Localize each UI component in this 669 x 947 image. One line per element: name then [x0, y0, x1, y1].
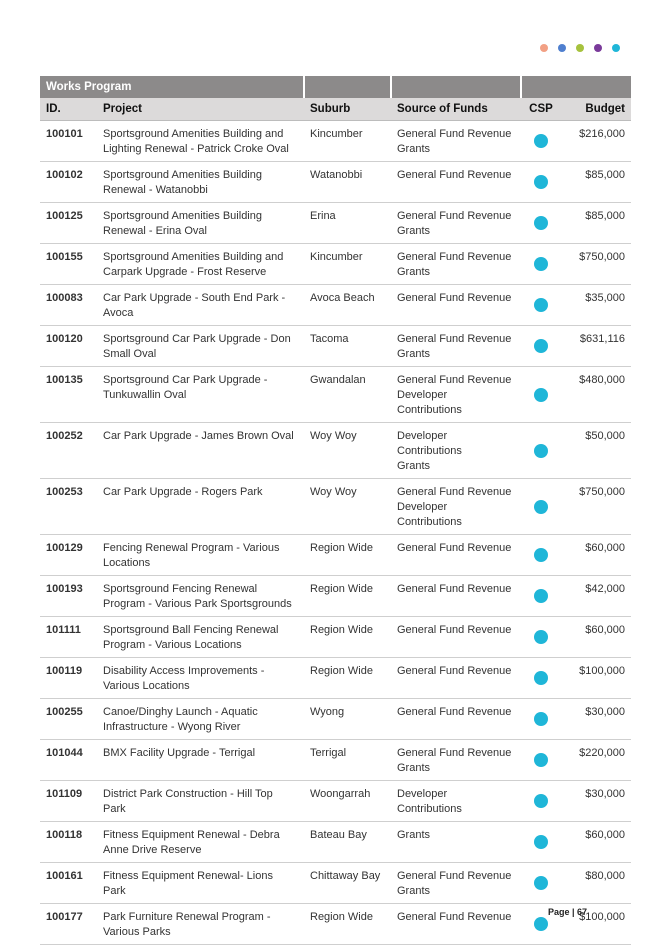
page-number: Page | 67 [548, 907, 588, 917]
cell-source-of-funds [391, 203, 521, 244]
cell-csp [521, 576, 561, 617]
csp-indicator-icon [534, 630, 548, 644]
cell-budget: $750,000 [561, 479, 631, 535]
cell-budget: $80,000 [561, 863, 631, 904]
fund-source: General Fund Revenue [397, 333, 512, 345]
cell-source-of-funds [391, 740, 521, 781]
cell-source-of-funds [391, 121, 521, 162]
cell-csp [521, 326, 561, 367]
fund-source: Developer [397, 788, 448, 800]
cell-csp [521, 121, 561, 162]
csp-indicator-icon [534, 257, 548, 271]
csp-indicator-icon [534, 134, 548, 148]
cell-id: 101109 [40, 781, 97, 822]
table-row [40, 822, 631, 863]
cell-csp [521, 699, 561, 740]
cell-id: 100193 [40, 576, 97, 617]
fund-source: General Fund Revenue [397, 486, 512, 498]
fund-source: General Fund Revenue [397, 583, 512, 595]
decorative-dot [612, 44, 620, 52]
csp-indicator-icon [534, 298, 548, 312]
cell-suburb: Watanobbi [304, 162, 391, 203]
cell-budget: $100,000 [561, 658, 631, 699]
cell-source-of-funds [391, 576, 521, 617]
cell-budget: $35,000 [561, 285, 631, 326]
cell-budget: $30,000 [561, 781, 631, 822]
cell-source-of-funds [391, 535, 521, 576]
cell-source-of-funds [391, 479, 521, 535]
cell-csp [521, 367, 561, 423]
table-row [40, 326, 631, 367]
fund-source: General Fund Revenue [397, 128, 512, 140]
cell-id: 100155 [40, 244, 97, 285]
fund-source: Contributions [397, 516, 462, 528]
cell-project: Sportsground Car Park Upgrade - Don Small Oval [97, 326, 304, 367]
fund-source: Grants [397, 348, 431, 360]
cell-source-of-funds [391, 863, 521, 904]
table-row [40, 740, 631, 781]
cell-project: Sportsground Car Park Upgrade - Tunkuwallin Oval [97, 367, 304, 423]
cell-budget: $85,000 [561, 203, 631, 244]
cell-id: 100120 [40, 326, 97, 367]
cell-suburb: Chittaway Bay [304, 863, 391, 904]
fund-source: General Fund Revenue [397, 911, 512, 923]
cell-id: 100125 [40, 203, 97, 244]
csp-indicator-icon [534, 753, 548, 767]
csp-indicator-icon [534, 339, 548, 353]
csp-indicator-icon [534, 216, 548, 230]
cell-id: 101044 [40, 740, 97, 781]
cell-csp [521, 617, 561, 658]
cell-id: 100161 [40, 863, 97, 904]
fund-source: Developer [397, 389, 448, 401]
fund-source: General Fund Revenue [397, 706, 512, 718]
cell-csp [521, 244, 561, 285]
decorative-dots [540, 44, 620, 52]
cell-csp [521, 740, 561, 781]
cell-project: Car Park Upgrade - South End Park - Avoca [97, 285, 304, 326]
cell-suburb: Region Wide [304, 658, 391, 699]
cell-project: Sportsground Amenities Building and Carpark Upgrade - Frost Reserve [97, 244, 304, 285]
table-row [40, 162, 631, 203]
column-header-id: ID. [40, 98, 97, 121]
cell-source-of-funds [391, 617, 521, 658]
cell-source-of-funds [391, 423, 521, 479]
cell-suburb: Kincumber [304, 244, 391, 285]
cell-suburb: Wyong [304, 699, 391, 740]
cell-project: Sportsground Amenities Building and Lighting Renewal - Patrick Croke Oval [97, 121, 304, 162]
fund-source: Grants [397, 460, 431, 472]
cell-source-of-funds [391, 781, 521, 822]
fund-source: Grants [397, 225, 431, 237]
fund-source: Contributions [397, 445, 462, 457]
cell-project: Disability Access Improvements - Various Locations [97, 658, 304, 699]
column-header-csp: CSP [521, 98, 561, 121]
cell-id: 100083 [40, 285, 97, 326]
table-row [40, 904, 631, 945]
fund-source: General Fund Revenue [397, 169, 512, 181]
cell-project: Park Furniture Renewal Program - Various Parks [97, 904, 304, 945]
table-row [40, 535, 631, 576]
cell-budget: $85,000 [561, 162, 631, 203]
decorative-dot [594, 44, 602, 52]
table-title-row [40, 76, 631, 98]
cell-suburb: Region Wide [304, 617, 391, 658]
cell-csp [521, 423, 561, 479]
cell-budget: $50,000 [561, 423, 631, 479]
table-header-row [40, 98, 631, 121]
cell-id: 100119 [40, 658, 97, 699]
cell-project: Sportsground Amenities Building Renewal - Erina Oval [97, 203, 304, 244]
cell-suburb: Region Wide [304, 535, 391, 576]
cell-csp [521, 162, 561, 203]
fund-source: Grants [397, 829, 431, 841]
cell-project: Canoe/Dinghy Launch - Aquatic Infrastructure - Wyong River [97, 699, 304, 740]
cell-id: 100135 [40, 367, 97, 423]
cell-id: 100129 [40, 535, 97, 576]
fund-source: General Fund Revenue [397, 665, 512, 677]
fund-source: General Fund Revenue [397, 210, 512, 222]
cell-project: Sportsground Amenities Building Renewal - Watanobbi [97, 162, 304, 203]
cell-source-of-funds [391, 326, 521, 367]
fund-source: Grants [397, 885, 431, 897]
table-row [40, 244, 631, 285]
fund-source: General Fund Revenue [397, 870, 512, 882]
cell-suburb: Terrigal [304, 740, 391, 781]
cell-suburb: Bateau Bay [304, 822, 391, 863]
cell-budget: $60,000 [561, 822, 631, 863]
cell-id: 100253 [40, 479, 97, 535]
cell-source-of-funds [391, 658, 521, 699]
fund-source: Contributions [397, 803, 462, 815]
cell-csp [521, 203, 561, 244]
cell-budget: $631,116 [561, 326, 631, 367]
cell-id: 100252 [40, 423, 97, 479]
cell-csp [521, 863, 561, 904]
cell-csp [521, 658, 561, 699]
cell-suburb: Woongarrah [304, 781, 391, 822]
fund-source: General Fund Revenue [397, 542, 512, 554]
table-row [40, 479, 631, 535]
fund-source: Developer [397, 501, 448, 513]
column-header-budget: Budget [561, 98, 631, 121]
cell-project: Sportsground Fencing Renewal Program - Various Park Sportsgrounds [97, 576, 304, 617]
cell-budget: $42,000 [561, 576, 631, 617]
works-program-table [40, 76, 631, 945]
decorative-dot [558, 44, 566, 52]
cell-id: 100102 [40, 162, 97, 203]
table-row [40, 576, 631, 617]
cell-id: 100101 [40, 121, 97, 162]
cell-csp [521, 285, 561, 326]
fund-source: General Fund Revenue [397, 624, 512, 636]
cell-source-of-funds [391, 244, 521, 285]
cell-project: Fencing Renewal Program - Various Locations [97, 535, 304, 576]
cell-suburb: Region Wide [304, 576, 391, 617]
cell-id: 100118 [40, 822, 97, 863]
cell-id: 100177 [40, 904, 97, 945]
cell-source-of-funds [391, 367, 521, 423]
cell-project: Fitness Equipment Renewal- Lions Park [97, 863, 304, 904]
table-row [40, 658, 631, 699]
cell-id: 101111 [40, 617, 97, 658]
csp-indicator-icon [534, 444, 548, 458]
cell-budget: $216,000 [561, 121, 631, 162]
table-row [40, 699, 631, 740]
table-row [40, 423, 631, 479]
cell-budget: $30,000 [561, 699, 631, 740]
cell-suburb: Gwandalan [304, 367, 391, 423]
csp-indicator-icon [534, 794, 548, 808]
decorative-dot [576, 44, 584, 52]
cell-suburb: Kincumber [304, 121, 391, 162]
table-title: Works Program [40, 76, 304, 98]
cell-project: Sportsground Ball Fencing Renewal Program - Various Locations [97, 617, 304, 658]
csp-indicator-icon [534, 917, 548, 931]
csp-indicator-icon [534, 671, 548, 685]
csp-indicator-icon [534, 548, 548, 562]
cell-source-of-funds [391, 699, 521, 740]
fund-source: Grants [397, 143, 431, 155]
fund-source: General Fund Revenue [397, 292, 512, 304]
cell-suburb: Woy Woy [304, 479, 391, 535]
table-row [40, 203, 631, 244]
column-header-suburb: Suburb [304, 98, 391, 121]
csp-indicator-icon [534, 712, 548, 726]
cell-project: Car Park Upgrade - Rogers Park [97, 479, 304, 535]
csp-indicator-icon [534, 500, 548, 514]
decorative-dot [540, 44, 548, 52]
cell-suburb: Woy Woy [304, 423, 391, 479]
table-row [40, 367, 631, 423]
cell-suburb: Erina [304, 203, 391, 244]
table-row [40, 285, 631, 326]
table-row [40, 863, 631, 904]
csp-indicator-icon [534, 388, 548, 402]
cell-project: BMX Facility Upgrade - Terrigal [97, 740, 304, 781]
cell-budget: $100,000 [561, 904, 631, 945]
cell-source-of-funds [391, 904, 521, 945]
cell-budget: $480,000 [561, 367, 631, 423]
csp-indicator-icon [534, 876, 548, 890]
fund-source: Grants [397, 266, 431, 278]
cell-budget: $220,000 [561, 740, 631, 781]
table-row [40, 781, 631, 822]
cell-source-of-funds [391, 162, 521, 203]
cell-csp [521, 535, 561, 576]
table-row [40, 617, 631, 658]
csp-indicator-icon [534, 589, 548, 603]
cell-project: District Park Construction - Hill Top Park [97, 781, 304, 822]
fund-source: Contributions [397, 404, 462, 416]
cell-source-of-funds [391, 822, 521, 863]
csp-indicator-icon [534, 835, 548, 849]
cell-suburb: Region Wide [304, 904, 391, 945]
cell-budget: $60,000 [561, 617, 631, 658]
cell-csp [521, 781, 561, 822]
fund-source: Developer [397, 430, 448, 442]
cell-csp [521, 479, 561, 535]
fund-source: General Fund Revenue [397, 251, 512, 263]
fund-source: General Fund Revenue [397, 374, 512, 386]
cell-budget: $750,000 [561, 244, 631, 285]
cell-project: Fitness Equipment Renewal - Debra Anne Drive Reserve [97, 822, 304, 863]
csp-indicator-icon [534, 175, 548, 189]
fund-source: General Fund Revenue [397, 747, 512, 759]
cell-id: 100255 [40, 699, 97, 740]
cell-project: Car Park Upgrade - James Brown Oval [97, 423, 304, 479]
column-header-funds: Source of Funds [391, 98, 521, 121]
fund-source: Grants [397, 762, 431, 774]
cell-suburb: Tacoma [304, 326, 391, 367]
cell-suburb: Avoca Beach [304, 285, 391, 326]
column-header-project: Project [97, 98, 304, 121]
cell-budget: $60,000 [561, 535, 631, 576]
cell-source-of-funds [391, 285, 521, 326]
cell-csp [521, 822, 561, 863]
table-row [40, 121, 631, 162]
